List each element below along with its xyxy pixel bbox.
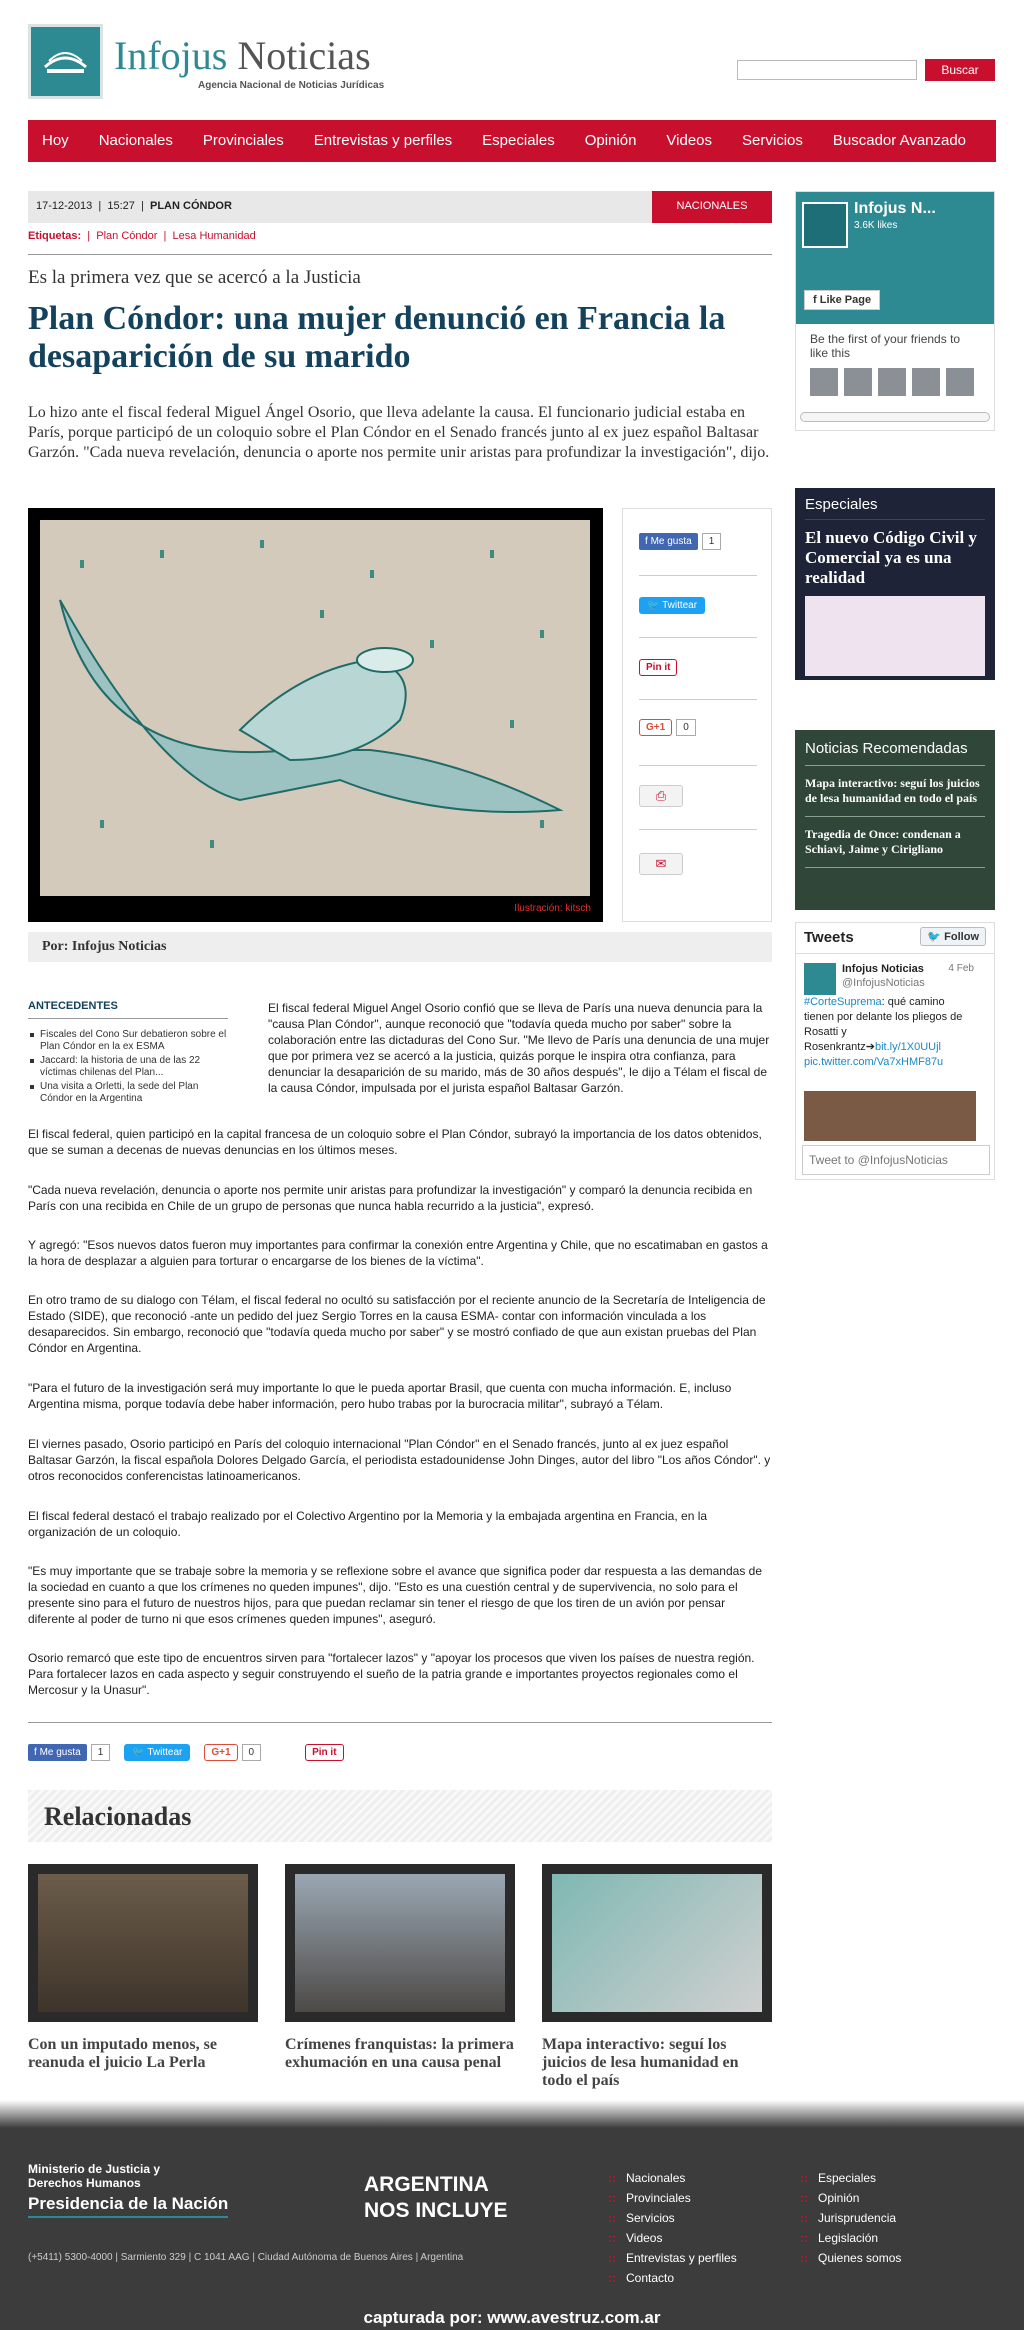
footer-fade [0,2100,1024,2128]
article-paragraph: "Es muy importante que se trabaje sobre la memoria y se reflexione sobre el avance que significa poder dar respuesta a las demandas de la sociedad en cuanto a que los crímenes no queden impunes", dijo. "Esto es una cuestión central y de supervivencia, no solo para el presente sino para el futuro de nuestros hijos, para que puedan reclamar sin tener el riesgo de que los tiren de un avión por pensar diferente al poder de turno ni que esos crímenes queden impunes", aseguró. [28,1564,762,1626]
tags-row: Etiquetas: | Plan Cóndor | Lesa Humanidad [28,230,256,242]
footer-link[interactable]: :: Provinciales [604,2188,737,2208]
especiales-title: Especiales [805,496,985,520]
article-paragraph: El fiscal federal destacó el trabajo realizado por el Colectivo Argentino por la Memoria y la embajada argentina en Francia, en la organización de un coloquio. [28,1509,708,1539]
related-header [28,1790,772,1842]
related-title: Relacionadas [44,1802,192,1831]
footer-link[interactable]: :: Servicios [604,2208,737,2228]
footer-address: (+5411) 5300-4000 | Sarmiento 329 | C 1041 AAG | Ciudad Autónoma de Buenos Aires | Argentina [28,2252,464,2263]
pinterest-button[interactable]: Pin it [639,659,677,676]
facebook-page-name[interactable]: Infojus N... [854,200,936,217]
footer-link[interactable]: :: Contacto [604,2268,737,2288]
antecedente-link[interactable]: Fiscales del Cono Sur debatieron sobre el Plan Cóndor en la ex ESMA [28,1029,228,1053]
condor-illustration [40,520,590,896]
article-lead: Lo hizo ante el fiscal federal Miguel Ángel Osorio, que lleva adelante la causa. El funcionario judicial estaba en París, porque participó de un coloquio sobre el Plan Cóndor en el Senado francés junto al ex juez español Baltasar Garzón. "Cada nueva revelación, denuncia o aporte nos permite unir aristas para profundizar la investigación", dijo. [28,404,770,461]
related-card-title[interactable]: Crímenes franquistas: la primera exhumación en una causa penal [285,2036,514,2071]
facebook-like-page-button[interactable]: f Like Page [804,290,880,310]
tweet-date[interactable]: 4 Feb [948,963,974,974]
google-plus-count: 0 [676,719,696,736]
antecedentes-box [28,1000,228,1107]
bottom-share-row [28,1744,358,1761]
nav-item-nacionales[interactable]: Nacionales [98,132,173,149]
twitter-widget [795,922,995,1180]
recommended-box [795,730,995,910]
recommended-link[interactable]: Mapa interactivo: seguí los juicios de lesa humanidad en todo el país [805,766,985,817]
nav-item-opinion[interactable]: Opinión [584,132,637,149]
facebook-friends-text: Be the first of your friends to like this [810,332,961,360]
tweet-to-input[interactable]: Tweet to @InfojusNoticias [802,1145,990,1175]
section-badge[interactable]: NACIONALES [652,191,772,223]
footer-link[interactable]: :: Quienes somos [796,2248,901,2268]
footer-link[interactable]: :: Nacionales [604,2168,737,2188]
article-paragraph: Osorio remarcó que este tipo de encuentros sirven para "fortalecer lazos" y "apoyar los procesos que viven los países de nuestra región. Para fortalecer lazos en cada aspecto y seguir construyendo el sueño de la patria grande e importantes proyectos regionales como el Mercosur y la Unasur". [28,1651,755,1697]
nav-item-hoy[interactable]: Hoy [42,132,69,149]
google-plus-button[interactable]: G+1 [204,1744,237,1761]
print-icon[interactable]: ⎙ [639,785,683,807]
article-meta-bar: 17-12-2013 | 15:27 | PLAN CÓNDOR NACIONALES [28,191,772,223]
article-illustration [28,508,603,922]
related-photo [295,1874,505,2012]
avatar[interactable] [844,368,872,396]
twitter-icon: 🐦 [647,600,660,611]
recommended-link[interactable]: Tragedia de Once: condenan a Schiavi, Jaime y Cirigliano [805,817,985,868]
footer-link[interactable]: :: Legislación [796,2228,901,2248]
nav-item-especiales[interactable]: Especiales [482,132,555,149]
twitter-icon: 🐦 [927,931,942,943]
antecedente-link[interactable]: Una visita a Orletti, la sede del Plan Cóndor en la Argentina [28,1081,228,1105]
footer-link[interactable]: :: Entrevistas y perfiles [604,2248,737,2268]
nav-item-provinciales[interactable]: Provinciales [202,132,284,149]
pinterest-button[interactable]: Pin it [305,1744,343,1761]
related-map [552,1874,762,2012]
infojus-logo-icon [802,202,848,248]
related-photo [38,1874,248,2012]
article-paragraph: El viernes pasado, Osorio participó en París del coloquio internacional "Plan Cóndor" en el Senado francés, junto al ex juez español Baltasar Garzón, la fiscal española Dolores Delgado García, el periodista estadounidense John Dinges, autor del libro "Los años Cóndor". y otros reconocidos conferencistas latinoamericanos. [28,1437,771,1483]
article-paragraph: "Para el futuro de la investigación será muy importante lo que le pueda aportar Brasil, que cuenta con mucha información. E, incluso Argentina misma, porque todavía debe haber información, pero hubo trabas por la burocracia militar", subrayó a Télam. [28,1381,732,1411]
ministerio-logo-text[interactable]: Ministerio de Justicia y Derechos Humanos [28,2162,161,2190]
article-paragraph: Y agregó: "Esos nuevos datos fueron muy importantes para confirmar la conexión entre Argentina y Chile, que no escatimaban en gastos a la hora de desplazar a alguien para torturar o encargarse de los bienes de la víctima". [28,1238,768,1268]
article-time: 15:27 [107,200,135,212]
footer-links-col1 [604,2168,737,2288]
recommended-title: Noticias Recomendadas [805,740,985,766]
email-icon[interactable]: ✉ [639,853,683,875]
especiales-headline[interactable]: El nuevo Código Civil y Comercial ya es una realidad [805,528,977,587]
antecedentes-title: ANTECEDENTES [28,1000,228,1019]
google-plus-button[interactable]: G+1 [639,719,672,736]
facebook-icon: f [813,294,817,306]
nav-item-videos[interactable]: Videos [666,132,713,149]
tag-link[interactable]: Lesa Humanidad [172,230,256,242]
nav-item-entrevistas[interactable]: Entrevistas y perfiles [313,132,453,149]
tweet-author-handle[interactable]: @InfojusNoticias [842,977,925,989]
related-card-title[interactable]: Mapa interactivo: seguí los juicios de lesa humanidad en todo el país [542,2036,739,2089]
twitter-icon: 🐦 [132,1747,145,1758]
site-logo-text[interactable]: Infojus Noticias [114,33,371,78]
footer-links-col2 [796,2168,901,2268]
facebook-like-count: 1 [702,533,722,550]
tag-link[interactable]: Plan Cóndor [96,230,158,242]
article-paragraph: El fiscal federal Miguel Angel Osorio confió que se lleva de París una nueva denuncia para la "causa Plan Cóndor", aunque reconoció que "todavía queda mucho por saber" sobre la colaboración entre las dictaduras del Cono Sur. "Me llevo de París una denuncia de una mujer que por primera vez se acercó a la justicia, quizás porque le inspira otra confianza, para denunciar la desaparición de su marido, más de 30 años después", le dijo a Télam el fiscal de la causa Cóndor, impulsada por el jurista español Baltasar Garzón. [268,1001,770,1095]
tweets-title: Tweets [804,929,854,946]
divider [28,254,772,255]
related-card-title[interactable]: Con un imputado menos, se reanuda el juicio La Perla [28,2036,217,2071]
facebook-like-count: 1 [91,1744,111,1761]
article-paragraph: El fiscal federal, quien participó en la capital francesa de un coloquio sobre el Plan Cóndor, subrayó la importancia de los datos obtenidos, que se suman a decenas de nuevas denuncias en los últimos meses. [28,1127,762,1157]
presidencia-logo-text[interactable]: Presidencia de la Nación [28,2194,228,2218]
facebook-icon: f [645,536,648,547]
footer-link[interactable]: :: Jurisprudencia [796,2208,901,2228]
article-title: Plan Cóndor: una mujer denunció en Francia la desaparición de su marido [28,300,726,375]
avatar[interactable] [912,368,940,396]
related-card[interactable] [28,1864,258,2072]
tweet-hashtag[interactable]: #CorteSuprema [804,996,882,1008]
footer-link[interactable]: :: Videos [604,2228,737,2248]
main-nav [28,120,996,162]
avatar[interactable] [878,368,906,396]
horizontal-scrollbar[interactable] [800,412,990,422]
tags-label: Etiquetas: [28,230,82,242]
footer-link[interactable]: :: Especiales [796,2168,901,2188]
captured-by-watermark: capturada por: www.avestruz.com.ar [363,2308,661,2327]
avatar[interactable] [810,368,838,396]
nav-item-buscador[interactable]: Buscador Avanzado [832,132,967,149]
facebook-like-button[interactable]: f Me gusta [639,533,698,550]
site-logo-subtitle: Agencia Nacional de Noticias Jurídicas [198,80,385,91]
infojus-logo-icon[interactable] [28,24,103,99]
tweet-author-name[interactable]: Infojus Noticias [842,963,924,975]
share-column [622,508,772,922]
article-topic: PLAN CÓNDOR [150,200,232,212]
photo-caption: Ilustración: kitsch [514,903,591,914]
especiales-image[interactable] [805,596,985,676]
tweet-photo[interactable] [804,1091,976,1141]
avatar[interactable] [804,963,836,995]
footer-link[interactable]: :: Opinión [796,2188,901,2208]
article-paragraph: En otro tramo de su dialogo con Télam, el fiscal federal no ocultó su satisfacción por el reciente anuncio de la Secretaría de Inteligencia de Estado (SIDE), que reconoció -ante un pedido del juez Sergio Torres en la causa ESMA- contar con información vinculada a los desaparecidos. Sin embargo, reconoció que "todavía queda mucho por saber" y se mostró confiado de que aun existan pruebas del Plan Cóndor en Argentina. [28,1293,766,1355]
facebook-page-widget [795,191,995,431]
article-byline: Por: Infojus Noticias [28,932,772,962]
facebook-page-likes: 3.6K likes [854,220,898,231]
antecedente-link[interactable]: Jaccard: la historia de una de las 22 víctimas chilenas del Plan... [28,1055,228,1079]
search-button[interactable]: Buscar [925,59,995,81]
related-card[interactable] [285,1864,515,2072]
facebook-like-button[interactable]: f Me gusta [28,1744,87,1761]
tweet-link[interactable]: bit.ly/1X0UUjl pic.twitter.com/Va7xHMF87u [804,1041,944,1068]
article-pretitle: Es la primera vez que se acercó a la Justicia [28,267,361,288]
divider [28,1722,772,1723]
google-plus-count: 0 [242,1744,262,1761]
especiales-box [795,488,995,680]
site-header [28,24,996,104]
twitter-follow-button[interactable]: 🐦 Follow [920,927,986,946]
facebook-icon: f [34,1747,37,1758]
site-footer [0,2128,1024,2330]
nav-item-servicios[interactable]: Servicios [742,132,803,149]
article-paragraph: "Cada nueva revelación, denuncia o aporte nos permite unir aristas para profundizar la investigación" y comparó la denuncia recibida en París con una recibida en Chile de un grupo de personas que nunca habla recurrido a la justicia", expresó. [28,1183,753,1213]
tweet-text: #CorteSuprema: qué camino tienen por delante los pliegos de Rosatti y Rosenkrantz➔bit.ly/1X0UUjl pic.twitter.com/Va7xHMF87u [804,996,963,1068]
search-input[interactable] [737,60,917,80]
tweet-button[interactable]: 🐦 Twittear [124,1744,190,1761]
tweet-button[interactable]: 🐦 Twittear [639,597,705,614]
argentina-nos-incluye-logo: ARGENTINA NOS INCLUYE [364,2173,508,2222]
avatar[interactable] [946,368,974,396]
article-date: 17-12-2013 [36,200,93,212]
related-card[interactable] [542,1864,772,2090]
